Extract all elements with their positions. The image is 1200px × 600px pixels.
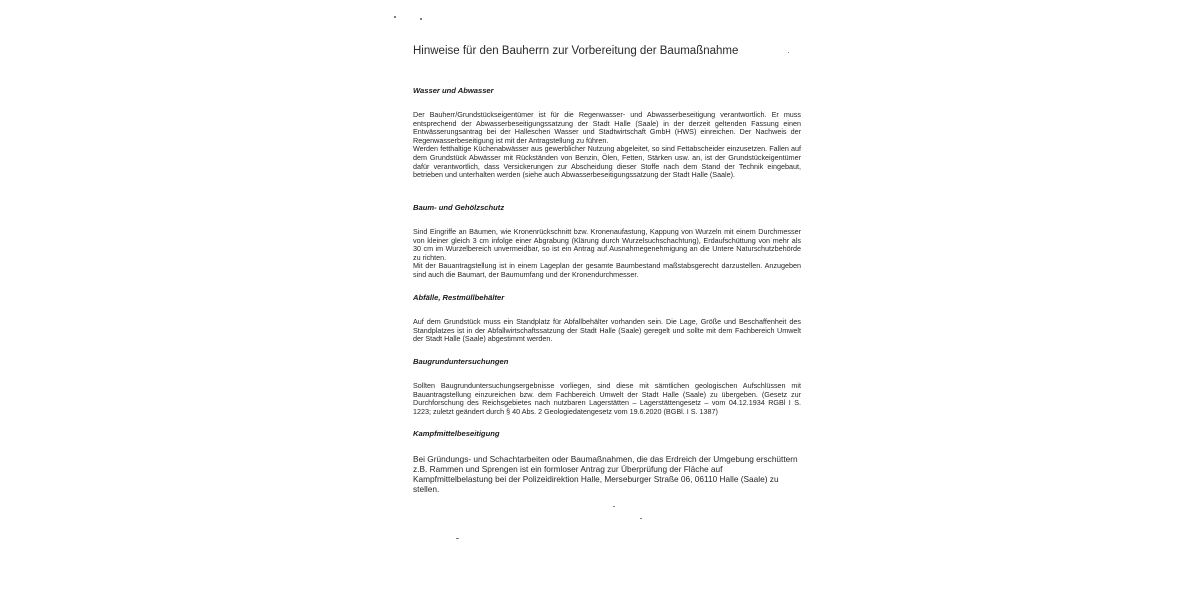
section-paragraph: Sind Eingriffe an Bäumen, wie Kronenrückschnitt bzw. Kronenaufastung, Kappung von Wurzeln mit einem Durchmesser von kleiner gleich 3 cm infolge einer Abgrabung (Klärung durch Wurzelsuchschachtung), Erdaufschüttung von mehr als 30 cm im Wurzelbereich unvermeidbar, so ist ein Antrag auf Ausnahmegenehmigung an die Untere Naturschutzbehörde zu richten. bbox=[413, 227, 801, 262]
scan-speck bbox=[788, 52, 789, 53]
section-heading: Baum- und Gehölzschutz bbox=[413, 203, 505, 212]
scan-speck bbox=[420, 18, 422, 20]
section-heading: Baugrunduntersuchungen bbox=[413, 357, 509, 366]
section-heading: Wasser und Abwasser bbox=[413, 86, 494, 95]
scan-speck bbox=[394, 16, 396, 18]
section-kampfmittelbeseitigung bbox=[413, 429, 801, 494]
section-paragraph: Der Bauherr/Grundstückseigentümer ist für die Regenwasser- und Abwasserbeseitigung verantwortlich. Er muss entsprechend der Abwasserbeseitigungssatzung der Stadt Halle (Saale) in der derzeit geltenden Fassung einen Entwässerungsantrag bei der Halleschen Wasser und Stadtwirtschaft GmbH (HWS) einreichen. Der Nachweis der Regenwasserbeseitigung ist mit der Antragstellung zu führen. bbox=[413, 110, 801, 145]
section-baugrunduntersuchungen bbox=[413, 357, 801, 416]
section-paragraph: Bei Gründungs- und Schachtarbeiten oder Baumaßnahmen, die das Erdreich der Umgebung erschüttern z.B. Rammen und Sprengen ist ein formloser Antrag zur Überprüfung der Fläche auf Kampfmittelbelastung bei der Polizeidirektion Halle, Merseburger Straße 06, 06110 Halle (Saale) zu stellen. bbox=[413, 454, 798, 494]
scan-speck bbox=[613, 506, 615, 507]
section-baum-gehoelzschutz bbox=[413, 203, 801, 280]
section-paragraph: Sollten Baugrunduntersuchungsergebnisse vorliegen, sind diese mit sämtlichen geologischen Aufschlüssen mit Bauantragstellung einzureichen bzw. dem Fachbereich Umwelt der Stadt Halle (Saale) zu übergeben. (Gesetz zur Durchforschung des Reichsgebietes nach nutzbaren Lagerstätten – Lagerstättengesetz – vom 04.12.1934 RGBl I S. 1223; zuletzt geändert durch § 40 Abs. 2 Geologiedatengesetz vom 19.6.2020 (BGBl. I S. 1387) bbox=[413, 381, 801, 416]
document-title: Hinweise für den Bauherrn zur Vorbereitung der Baumaßnahme bbox=[413, 45, 739, 57]
section-heading: Abfälle, Restmüllbehälter bbox=[413, 293, 505, 302]
section-abfaelle bbox=[413, 293, 801, 344]
section-paragraph: Mit der Bauantragstellung ist in einem Lageplan der gesamte Baumbestand maßstabsgerecht darzustellen. Anzugeben sind auch die Baumart, der Baumumfang und der Kronendurchmesser. bbox=[413, 261, 801, 279]
section-paragraph: Auf dem Grundstück muss ein Standplatz für Abfallbehälter vorhanden sein. Die Lage, Größe und Beschaffenheit des Standplatzes ist in der Abfallwirtschaftssatzung der Stadt Halle (Saale) geregelt und sollte mit dem Fachbereich Umwelt der Stadt Halle (Saale) abgestimmt werden. bbox=[413, 317, 801, 344]
section-wasser-abwasser bbox=[413, 86, 801, 180]
scan-speck bbox=[640, 518, 642, 519]
section-heading: Kampfmittelbeseitigung bbox=[413, 429, 500, 438]
section-paragraph: Werden fetthaltige Küchenabwässer aus gewerblicher Nutzung abgeleitet, so sind Fettabscheider einzusetzen. Fallen auf dem Grundstück Abwässer mit Rückständen von Benzin, Ölen, Fetten, Stärken usw. an, ist der Grundstückeigentümer dafür verantwortlich, dass Versickerungen zur Abscheidung dieser Stoffe nach dem Stand der Technik eingebaut, betrieben und unterhalten werden (siehe auch Abwasserbeseitigungssatzung der Stadt Halle (Saale). bbox=[413, 144, 801, 180]
scan-speck bbox=[456, 538, 459, 539]
